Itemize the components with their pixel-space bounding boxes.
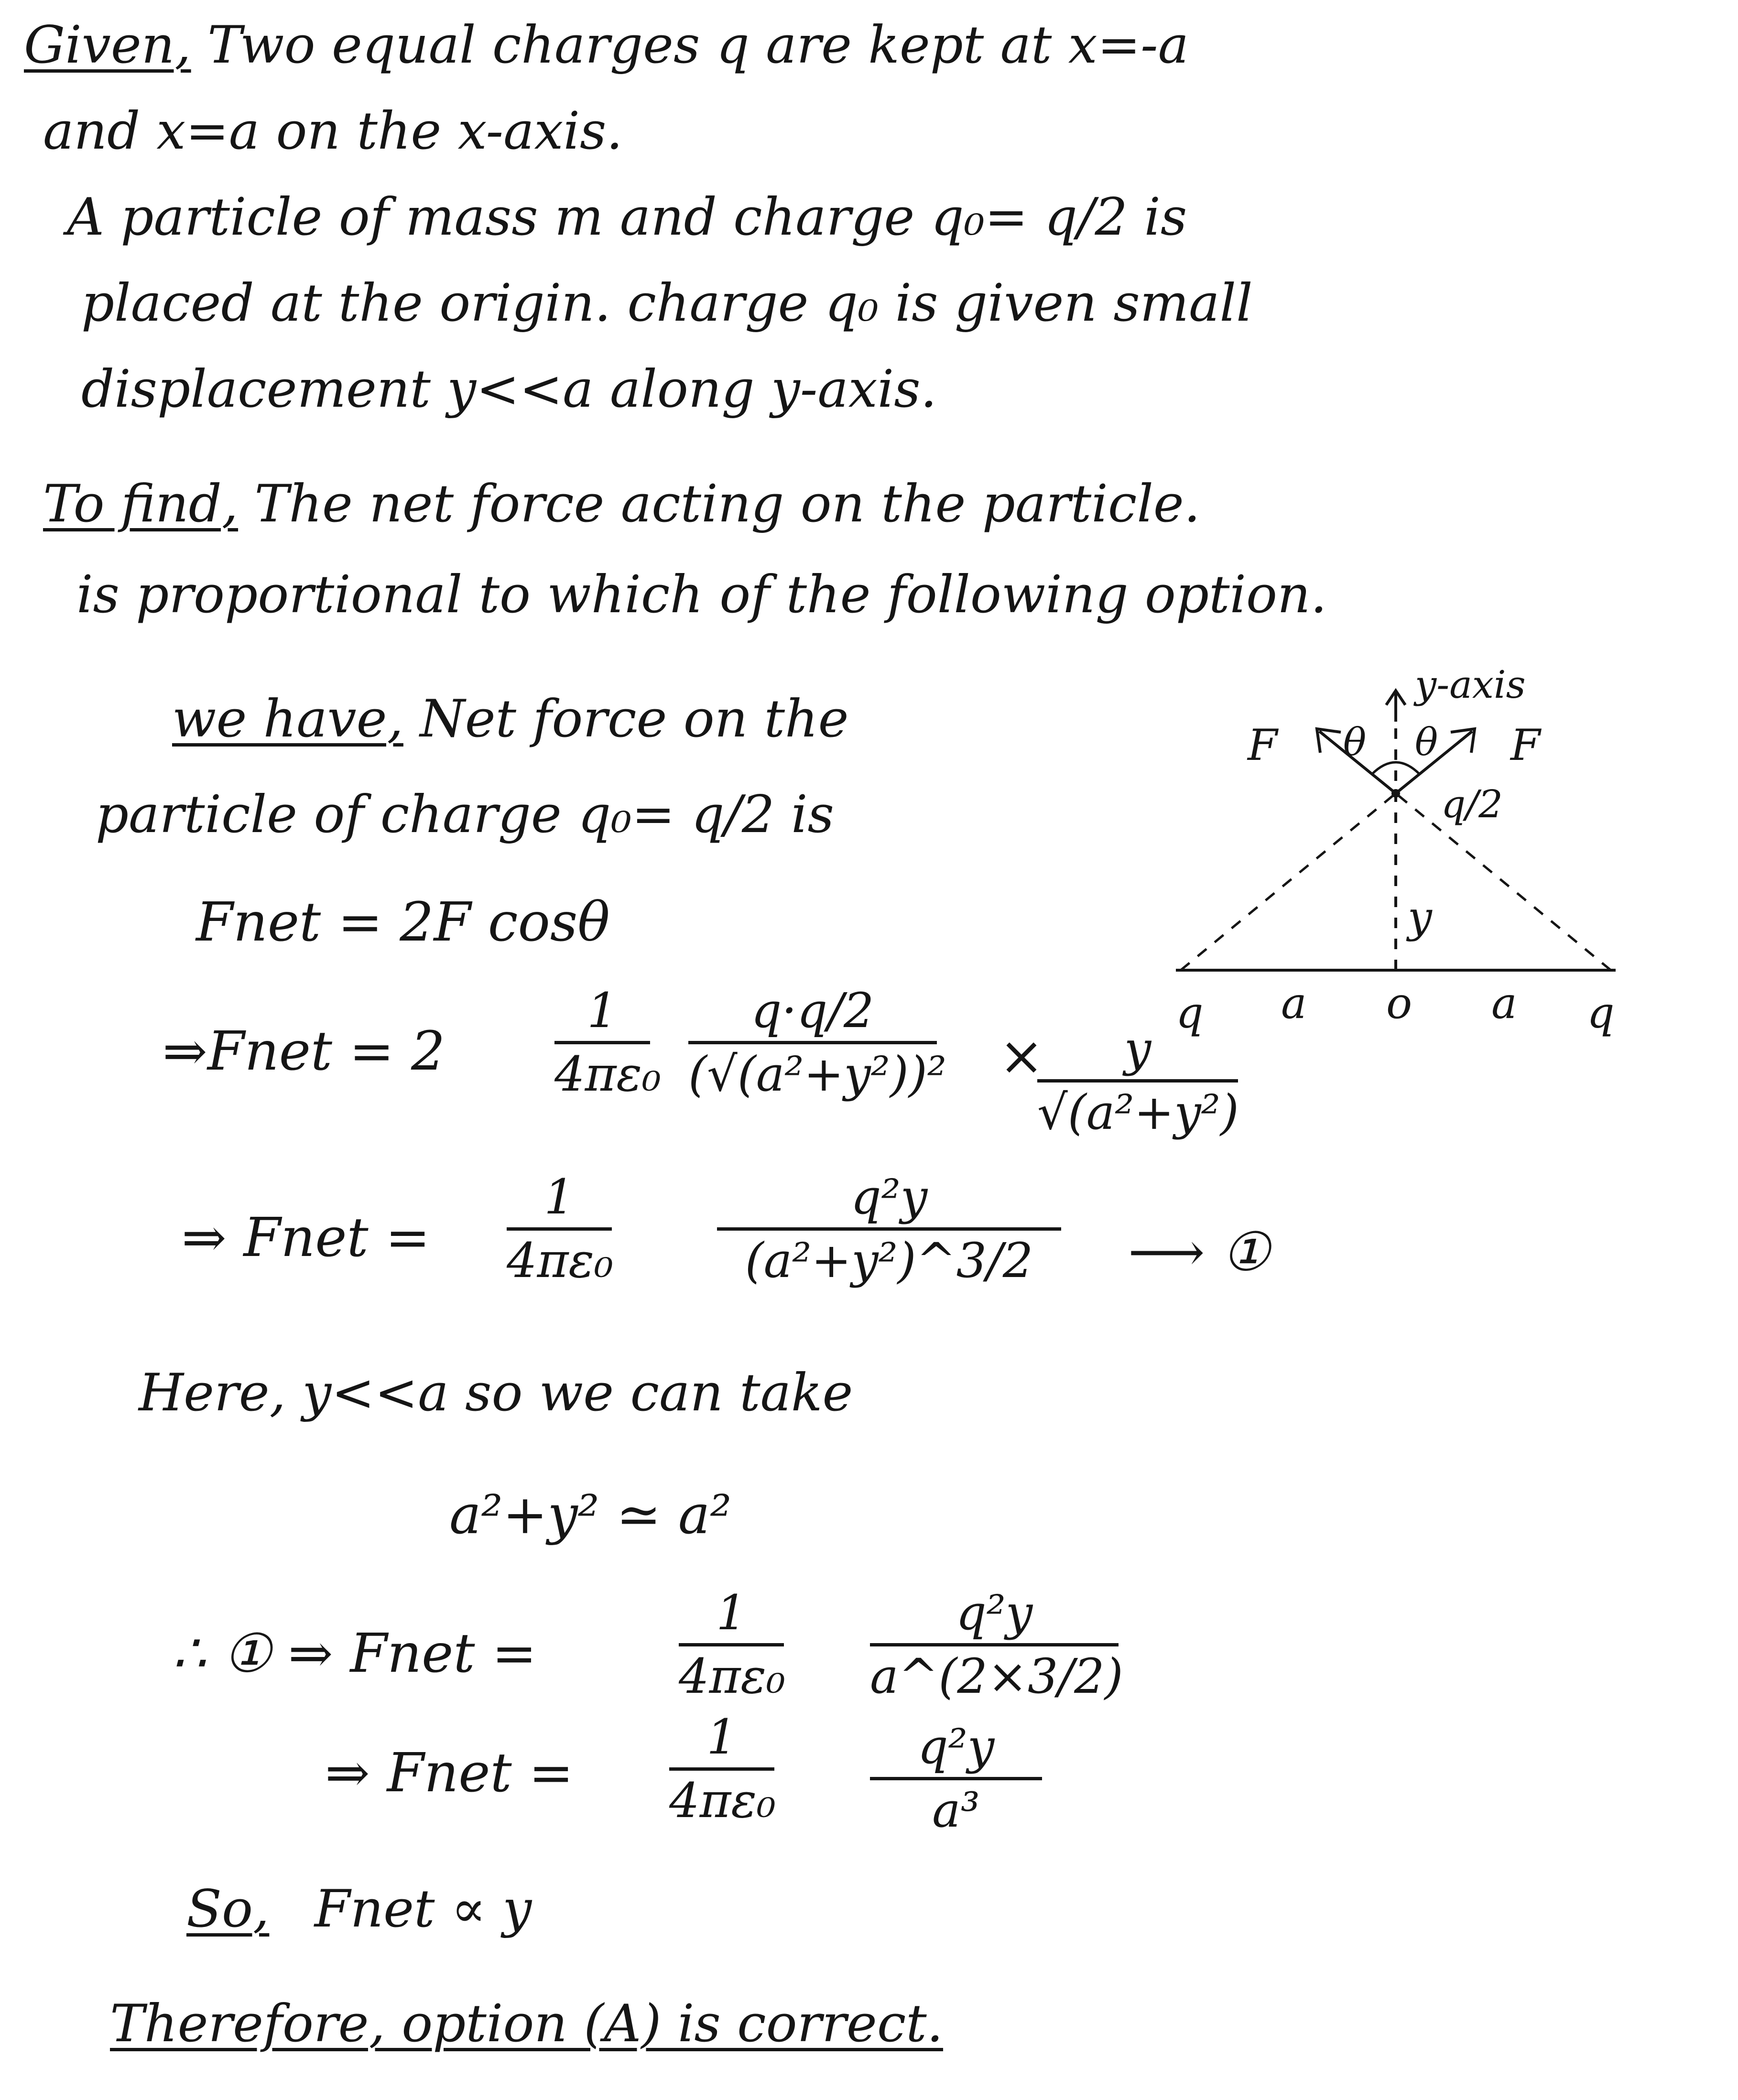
displacement-label: y [1408, 892, 1432, 942]
given-line-3: A particle of mass m and charge q₀= q/2 is [67, 187, 1187, 247]
to-find-label: To find, [43, 474, 239, 534]
to-find-line-2: is proportional to which of the following option. [76, 565, 1327, 625]
dashed-line-left [1181, 793, 1396, 970]
eq4-den: a^(2×3/2) [870, 1648, 1123, 1704]
to-find-text-1: The net force acting on the particle. [254, 474, 1201, 534]
eq5-k-num: 1 [706, 1709, 737, 1765]
equation-3-main-term [717, 1171, 1061, 1287]
eq5-den: a³ [932, 1782, 980, 1838]
eq5-k-den: 4πε₀ [669, 1773, 776, 1829]
eq2-c-num: y [1124, 1021, 1151, 1077]
charge-right-label: q [1587, 988, 1615, 1037]
test-charge-dot [1391, 789, 1400, 798]
equation-2-cos-term [1037, 1023, 1238, 1139]
eq2-q-num: q·q/2 [751, 983, 874, 1039]
force-label-left: F [1248, 720, 1278, 770]
equation-2-constant [554, 983, 662, 1102]
charge-left-label: q [1176, 988, 1204, 1037]
we-have-label: we have, [172, 689, 403, 749]
equation-5-main-term [870, 1721, 1042, 1837]
eq4-k-num: 1 [716, 1585, 747, 1641]
equation-2-charge-term [688, 983, 946, 1102]
dist-left-label: a [1281, 978, 1307, 1028]
conclusion: Therefore, option (A) is correct. [110, 1994, 944, 2054]
equation-4-main-term [870, 1585, 1123, 1704]
equation-4-constant [679, 1587, 784, 1703]
given-line-1 [24, 14, 1189, 76]
equation-5-prefix: ⇒ Fnet = [325, 1742, 574, 1804]
given-label: Given, [24, 15, 191, 75]
so-label: So, [186, 1879, 270, 1939]
equation-3-prefix: ⇒ Fnet = [182, 1207, 431, 1269]
we-have-line-2: particle of charge q₀= q/2 is [96, 785, 834, 844]
we-have-line-1 [172, 688, 849, 750]
equation-2-prefix: ⇒Fnet = 2 [163, 1020, 445, 1082]
eq2-k-den: 4πε₀ [554, 1046, 662, 1102]
equation-5-constant [669, 1711, 774, 1827]
result-line [186, 1878, 532, 1940]
eq2-c-den: √(a²+y²) [1037, 1084, 1239, 1140]
theta-right: θ [1415, 720, 1438, 764]
origin-label: o [1386, 978, 1412, 1028]
force-label-right: F [1510, 720, 1541, 770]
eq3-den: (a²+y²)^3/2 [745, 1233, 1033, 1288]
to-find-line-1 [43, 473, 1200, 535]
eq4-num: q²y [956, 1585, 1033, 1641]
dist-right-label: a [1491, 978, 1517, 1028]
eq3-num: q²y [850, 1169, 928, 1225]
eq3-k-den: 4πε₀ [507, 1233, 614, 1288]
approximation: a²+y² ≃ a² [449, 1484, 732, 1546]
eq2-q-den: (√(a²+y²))² [688, 1046, 946, 1102]
force-diagram [1147, 664, 1644, 1037]
given-line-4: placed at the origin. charge q₀ is given small [81, 273, 1253, 333]
eq5-num: q²y [917, 1719, 995, 1775]
equation-1: Fnet = 2F cosθ [196, 891, 610, 953]
given-line-5: displacement y<<a along y-axis. [81, 359, 937, 419]
equation-3-ref: ⟶ ① [1128, 1221, 1270, 1283]
dashed-line-right [1396, 793, 1611, 970]
y-axis-label: y-axis [1415, 664, 1526, 707]
given-text-1: Two equal charges q are kept at x=-a [207, 15, 1189, 75]
equation-3-constant [507, 1171, 612, 1287]
result-text: Fnet ∝ y [314, 1879, 532, 1939]
equation-4-prefix: ∴ ① ⇒ Fnet = [172, 1623, 537, 1685]
eq2-k-num: 1 [587, 983, 618, 1039]
theta-left: θ [1343, 720, 1367, 764]
here-line: Here, y<<a so we can take [139, 1363, 853, 1423]
eq4-k-den: 4πε₀ [679, 1648, 786, 1704]
given-line-2: and x=a on the x-axis. [43, 101, 623, 161]
test-charge-label: q/2 [1441, 782, 1503, 826]
eq2-times: × [999, 1025, 1044, 1087]
we-have-text-1: Net force on the [420, 689, 849, 749]
eq3-k-num: 1 [544, 1169, 575, 1225]
